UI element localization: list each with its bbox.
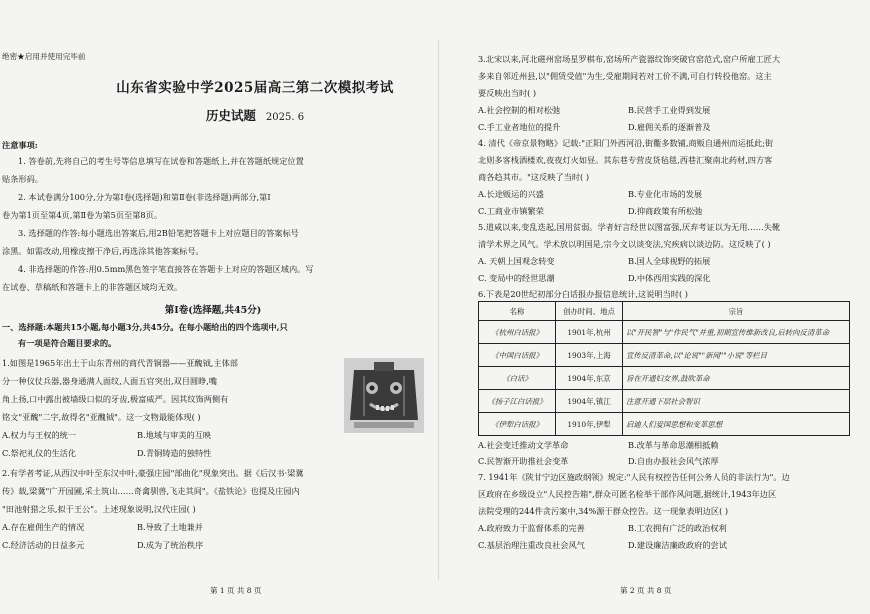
question-stem-line: 法院受理的244件贪污案中,34%源于群众控告。这一现象表明边区( ) [478, 506, 729, 516]
table-cell: 《杭州白话报》 [479, 321, 556, 344]
note-line: 1. 答卷前,先将自己的考生号等信息填写在试卷和答题纸上,并在答题纸规定位置 [18, 156, 304, 166]
table-cell: 《白话》 [479, 367, 556, 390]
table-row [479, 367, 850, 390]
option-a: A.权力与王权的统一 [2, 430, 77, 440]
subject-title [86, 106, 424, 124]
table-cell: 宣传反清革命,以"论说""新闻""小说"等栏目 [623, 344, 850, 367]
table-header: 创办时间、地点 [556, 302, 623, 321]
question-3 [478, 54, 860, 132]
option-a: A.社会控制的相对松弛 [478, 105, 561, 115]
instruction-line: 一、选择题:本题共15小题,每小题3分,共45分。在每小题给出的四个选项中,只 [2, 322, 288, 332]
option-a: A.社会变迁推动文学革命 [478, 440, 569, 450]
exam-date: 2025. 6 [265, 112, 305, 123]
question-stem: 6.下表是20世纪初部分白话报办报信息统计,这说明当时( ) [478, 289, 688, 299]
exam-title: 山东省实验中学2025届高三第二次模拟考试 [116, 80, 394, 96]
question-stem-line: 角上扬,口中露出被墙级口似的牙齿,极富威严。因其纹饰两侧有 [2, 394, 229, 404]
option-d: D.建设廉洁廉政政府的尝试 [628, 540, 727, 550]
instruction-line: 有一项是符合题目要求的。 [18, 338, 117, 348]
page-footer: 第 1 页 共 8 页 [210, 586, 262, 595]
table-row [479, 413, 850, 436]
note-line: 贴条形码。 [2, 174, 43, 184]
option-b: B.改革与革命思潮相抵赖 [628, 440, 719, 450]
option-a: A.政府致力于监督体系的完善 [478, 523, 585, 533]
page-footer: 第 2 页 共 8 页 [620, 586, 672, 595]
option-c: C.民智渐开助推社会变革 [478, 456, 569, 466]
table-cell: 《中国白话报》 [479, 344, 556, 367]
option-d: D.自由办报社会风气浓厚 [628, 456, 719, 466]
table-cell: 启迪人们爱国思想和变革思想 [623, 413, 850, 436]
question-stem-line: "田池射猎之乐,拟于王公"。上述现象说明,汉代庄园( ) [2, 504, 196, 514]
question-stem-line: 传》载,梁冀"广开园圃,采土筑山……奇禽驯兽,飞走其间"。《盐铁论》也提及庄园内 [2, 486, 300, 496]
table-row [479, 344, 850, 367]
option-b: B.工农拥有广泛的政治权利 [628, 523, 727, 533]
option-c: C.基层治理注重改良社会风气 [478, 540, 585, 550]
question-1 [2, 358, 424, 458]
question-stem-line: 商各趋其市。"这反映了当时( ) [478, 172, 590, 182]
question-stem-line: 分一种仪仗兵器,器身通满人面纹,人面五官突出,双目圆睁,嘴 [2, 376, 218, 386]
table-cell: 注意开通下层社会智识 [623, 390, 850, 413]
option-c: C.祭祀礼仪的生活化 [2, 448, 77, 458]
section-title: 第Ⅰ卷(选择题,共45分) [164, 305, 262, 316]
question-stem-line: 7. 1941年《陕甘宁边区施政纲领》规定:"人民有权控告任何公务人员的非法行为"。边 [478, 472, 790, 482]
question-stem-line: 2.有学者考证,从西汉中叶至东汉中叶,豪强庄园"部曲化"现象突出。据《后汉书·梁冀 [2, 468, 304, 478]
option-d: D.抑商政策有所松弛 [628, 206, 703, 216]
question-4 [478, 138, 860, 216]
question-stem-line: 区政府在乡级设立"人民控告箱",群众可匿名检举干部作风问题,据统计,1943年边区 [478, 489, 777, 499]
option-b: B.专业化市场的发展 [628, 189, 703, 199]
option-a: A.长途贩运的兴盛 [478, 189, 544, 199]
option-a: A. 天朝上国观念转变 [478, 256, 555, 266]
option-d: D.青铜铸造的独特性 [137, 448, 212, 458]
note-line: 2. 本试卷满分100分,分为第Ⅰ卷(选择题)和第Ⅱ卷(非选择题)两部分,第Ⅰ [18, 192, 271, 202]
note-line: 3. 选择题的作答:每小题选出答案后,用2B铅笔把答题卡上对应题目的答案标号 [18, 228, 299, 238]
option-b: B.导致了土地兼并 [137, 522, 203, 532]
table-cell: 1910年,伊犁 [556, 413, 623, 436]
option-d: D.成为了统治秩序 [137, 540, 204, 550]
option-c: C.工商业市镇繁荣 [478, 206, 544, 216]
option-b: B.民营手工业得到发展 [628, 105, 711, 115]
question-stem-line: 1.如图是1965年出土于山东青州的商代青铜器——亚醜钺,主体部 [2, 358, 238, 368]
question-2 [2, 468, 424, 550]
option-b: B.国人全球视野的拓展 [628, 256, 711, 266]
table-cell: 1904年,东京 [556, 367, 623, 390]
table-cell: 1901年,杭州 [556, 321, 623, 344]
table-cell: 《伊犁白话报》 [479, 413, 556, 436]
question-stem-line: 5.道咸以来,变乱迭起,国用贫弱。学者好言经世以图富强,厌弃考证以为无用……失靴 [478, 222, 781, 232]
table-row [479, 321, 850, 344]
option-c: C.经济活动的日益多元 [2, 540, 85, 550]
question-stem-line: 4. 清代《帝京景物略》记载:"正阳门外西河沿,街衢多数铺,商贩自通州而运抵此;街 [478, 138, 774, 148]
option-c: C. 变局中的经世思潮 [478, 273, 555, 283]
table-header: 名称 [479, 302, 556, 321]
option-a: A.存在雇佣生产的情况 [2, 522, 85, 532]
newspaper-table [478, 301, 850, 436]
table-row [479, 390, 850, 413]
bronze-axe-image [344, 358, 424, 433]
question-stem-line: 多来自邻近州县,以"佣赁受值"为生,受雇期间若对工价不满,可自行转投他窑。这主 [478, 71, 772, 81]
question-7 [478, 472, 860, 550]
option-c: C.手工业者地位的提升 [478, 122, 561, 132]
table-header: 宗旨 [623, 302, 850, 321]
table-cell: 《扬子江白话报》 [479, 390, 556, 413]
question-stem-line: 3.北宋以来,河北磁州窑场星罗棋布,窑场所产瓷器纹饰突破官窑范式,窑户所雇工匠大 [478, 54, 781, 64]
question-stem-line: 北则多客栈酒楼欢,夜夜灯火如昼。其东巷专营皮货毡毯,西巷汇聚南北药材,四方客 [478, 155, 773, 165]
option-d: D.中体西用实践的深化 [628, 273, 711, 283]
option-d: D.雇佣关系的逐渐普及 [628, 122, 711, 132]
question-stem-line: 要反映出当时( ) [478, 88, 537, 98]
question-6 [478, 289, 860, 466]
table-cell: 1904年,镇江 [556, 390, 623, 413]
question-5 [478, 222, 860, 283]
section-instructions [2, 322, 424, 348]
note-line: 在试卷、草稿纸和答题卡上的非答题区域均无效。 [2, 282, 183, 292]
exam-page-2 [440, 0, 870, 614]
question-stem-line: 铭文"亚醜"二字,故得名"亚醜钺"。这一文物最能体现( ) [2, 412, 201, 422]
note-line: 涂黑。如需改动,用橡皮擦干净后,再选涂其他答案标号。 [2, 246, 204, 256]
subject-name: 历史试题 [205, 108, 256, 123]
notes-list [2, 156, 424, 292]
note-line: 4. 非选择题的作答:用0.5mm黑色签字笔直接答在答题卡上对应的答题区域内。写 [18, 264, 314, 274]
confidential-label: 绝密★启用并使用完毕前 [2, 52, 86, 61]
note-line: 卷为第1页至第4页,第Ⅱ卷为第5页至第8页。 [2, 210, 163, 220]
table-cell: 旨在开通妇女界,鼓吹革命 [623, 367, 850, 390]
option-b: B.地域与审美的互映 [137, 430, 212, 440]
question-stem-line: 清学术界之风气。学术放以明国是,宗今文以谈变法,究疾病以谈边防。这反映了( ) [478, 239, 771, 249]
table-header-row [479, 302, 850, 321]
notes-heading: 注意事项: [2, 140, 38, 150]
table-cell: 以"开民智"与"作民气"并重,初期宣传维新改良,后转向反清革命 [623, 321, 850, 344]
table-cell: 1903年,上海 [556, 344, 623, 367]
